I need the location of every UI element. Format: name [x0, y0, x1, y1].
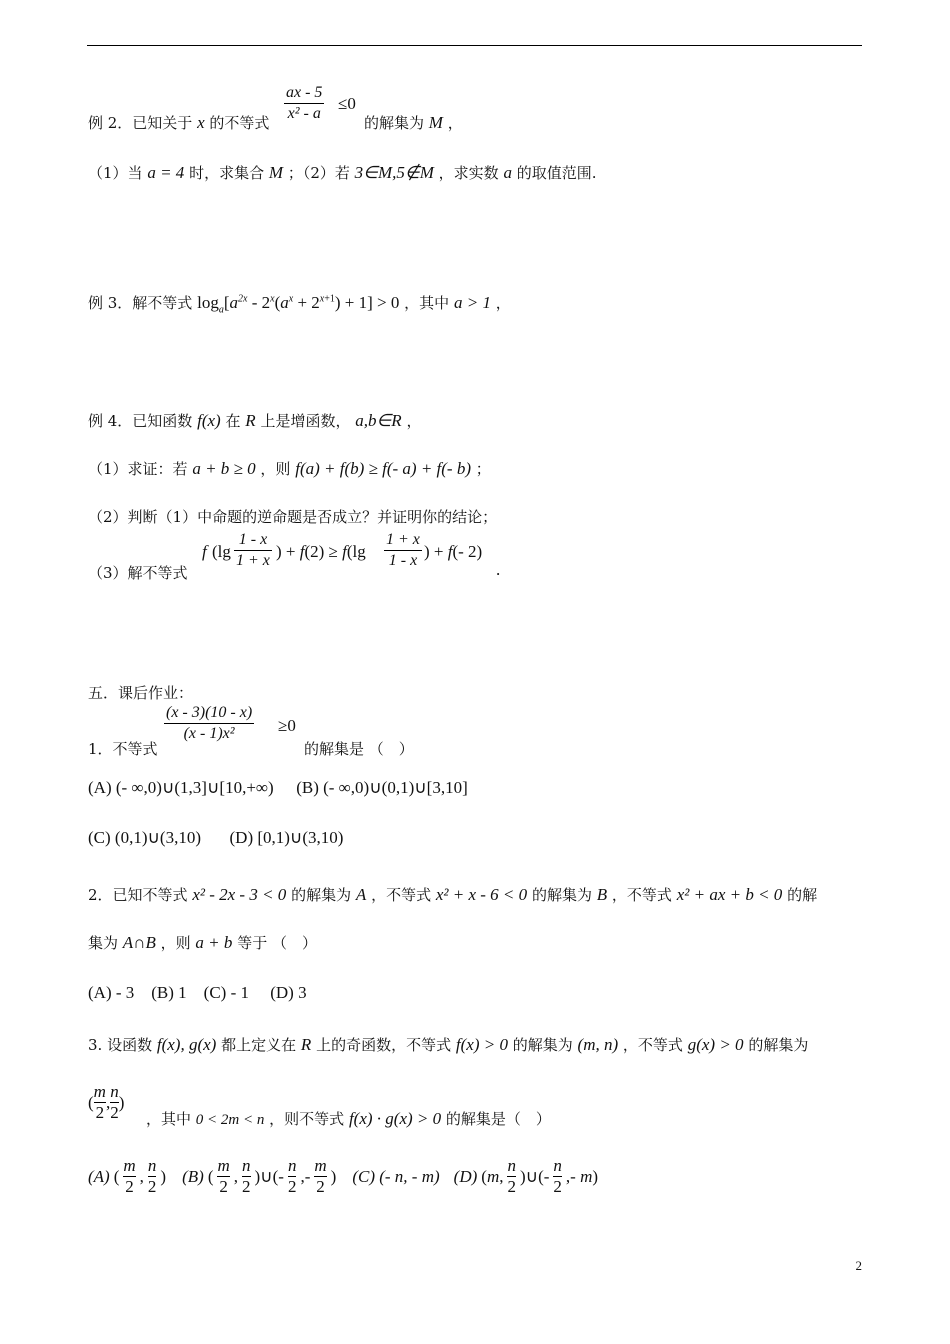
ex3-expression: $\log_a[a^{2x} - 2^x(a^x + 2^{x+1}) + 1] > 0$	[197, 293, 400, 316]
hw-q3-interval: ( m 2 , n 2 )	[88, 1082, 125, 1122]
ex2-mid: 的不等式	[209, 114, 270, 132]
hw-q1-fraction: (x - 3)(10 - x) (x - 1)x²	[166, 704, 253, 742]
ex3-condition: a > 1	[453, 293, 491, 312]
hw-title: 五．课后作业：	[88, 684, 194, 702]
hw-q1-tail: 的解集是 （ ）	[304, 740, 414, 758]
ex2-var: x	[197, 113, 205, 132]
hw-q1-options-cd	[88, 828, 343, 848]
hw-q1-option-b: (B) (- ∞,0)∪(0,1)∪[3,10]	[296, 778, 468, 797]
header-rule	[87, 45, 862, 46]
page-number: 2	[855, 1258, 862, 1273]
ex2-label: 例 2．已知关于	[88, 114, 193, 132]
hw-q3-option-c: (C) (- n, - m)	[352, 1166, 440, 1186]
ex2-a-eq: a = 4	[147, 163, 185, 182]
ex2-frac-denominator: x² - a	[287, 105, 321, 122]
ex2-condition: 3∈M,5∉M	[354, 163, 434, 182]
ex2-tail: 的解集为 M ，	[364, 113, 463, 132]
hw-q3-options: (A) ( m 2 , n 2 ) (B) ( m 2 , n 2 )∪(- n 2 ,- m 2 ) (C) (- n, - m) (D) (m, n 2 )∪(- n 2 ,- m)	[88, 1156, 599, 1196]
ex4-frac1: 1 - x 1 + x	[236, 531, 270, 569]
hw-q1-option-d: (D) [0,1)∪(3,10)	[229, 828, 344, 847]
ex3-line: 例 3．解不等式 $\log_a[a^{2x} - 2^x(a^x + 2^{x+1}) + 1] > 0$ ，其中 a > 1 ，	[88, 293, 511, 316]
hw-q2-line2: 集为 A∩B ，则 a + b 等于 （ ）	[88, 933, 317, 952]
ex2-fraction	[284, 84, 324, 123]
ex4-part3-label: （3）解不等式	[88, 564, 188, 582]
ex2-line1	[88, 112, 269, 133]
hw-q1-options-ab	[88, 778, 468, 798]
ex2-line2: （1）当 a = 4 时，求集合 M ；（2）若 3∈M,5∉M ，求实数 a 的取值范围.	[88, 163, 597, 182]
hw-q1-label: 1．不等式	[88, 740, 158, 758]
hw-q3-line1: 3. 设函数 f(x), g(x) 都上定义在 R 上的奇函数，不等式 f(x) > 0 的解集为 (m, n) ，不等式 g(x) > 0 的解集为	[88, 1035, 809, 1054]
ex2-frac-numerator: ax - 5	[286, 84, 323, 101]
hw-q1-option-a: (A) (- ∞,0)∪(1,3]∪[10,+∞)	[88, 778, 274, 797]
ex2-relation: ≤0	[338, 94, 356, 113]
hw-q3-option-a: (A)	[88, 1166, 110, 1186]
hw-q1-option-c: (C) (0,1)∪(3,10)	[88, 828, 201, 847]
ex3-label: 例 3．解不等式	[88, 294, 193, 312]
hw-q3-option-b: (B)	[182, 1166, 204, 1186]
hw-q2-line1: 2．已知不等式 x² - 2x - 3 < 0 的解集为 A ，不等式 x² + x - 6 < 0 的解集为 B ，不等式 x² + ax + b < 0 的解	[88, 885, 818, 904]
ex4-part3-end: .	[496, 560, 501, 579]
ex4-part1: （1）求证：若 a + b ≥ 0 ，则 f(a) + f(b) ≥ f(- a) + f(- b) ；	[88, 459, 491, 478]
hw-q3-option-d: (D)	[453, 1166, 478, 1186]
ex4-line1: 例 4．已知函数 f(x) 在 R 上是增函数， a,b∈R ，	[88, 411, 422, 430]
hw-q2-options: (A) - 3 (B) 1 (C) - 1 (D) 3	[88, 983, 307, 1002]
ex4-part2: （2）判断（1）中命题的逆命题是否成立？并证明你的结论；	[88, 508, 498, 526]
ex4-label: 例 4．已知函数	[88, 412, 193, 430]
hw-q3-line2: ，其中 0 < 2m < n ，则不等式 f(x) · g(x) > 0 的解集是（ ）	[146, 1109, 551, 1128]
ex4-frac2: 1 + x 1 - x	[386, 531, 420, 569]
